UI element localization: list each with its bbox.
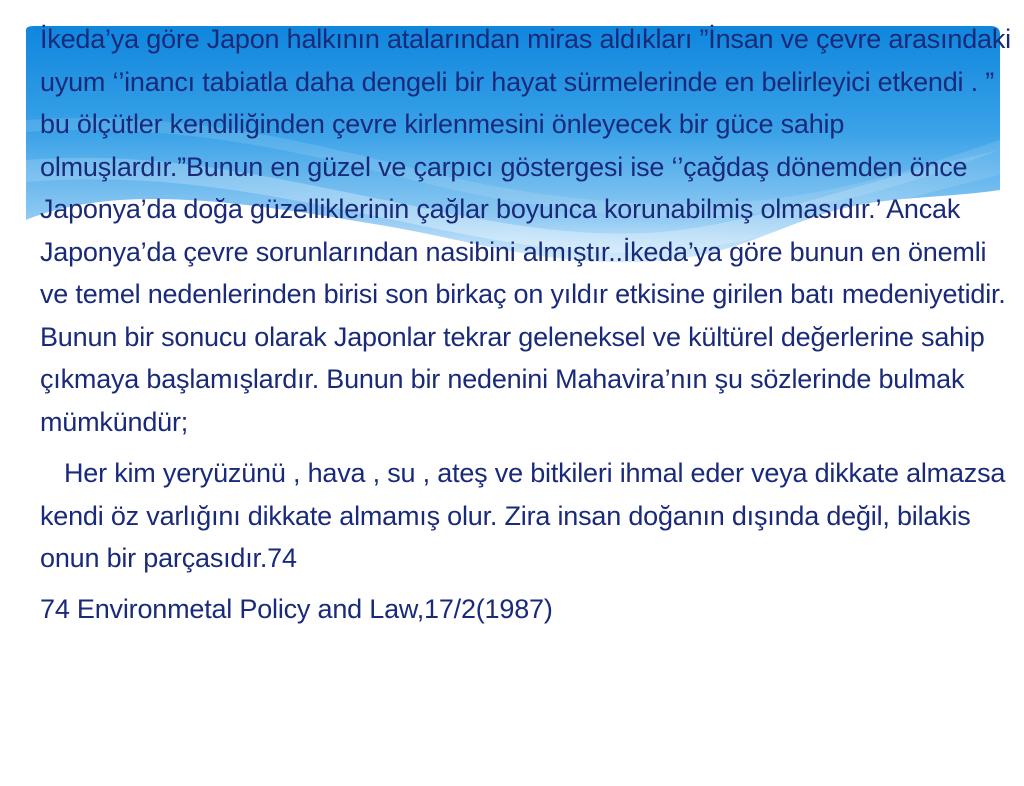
reference-footnote: 74 Environmetal Policy and Law,17/2(1987)	[40, 593, 553, 624]
slide-body	[40, 18, 1020, 630]
main-paragraph: İkeda’ya göre Japon halkının atalarından miras aldıkları ”İnsan ve çevre arasındaki uyum ‘’inancı tabiatla daha dengeli bir hayat sürmelerinde en belirleyici etkendi . ” bu ölçütler kendiliğinden çevre kirlenmesini önleyecek bir güce sahip olmuşlardır.”Bunun en güzel ve çarpıcı göstergesi ise ‘’çağdaş dönemden önce Japonya’da doğa güzelliklerinin çağlar boyunca korunabilmiş olmasıdır.’ Ancak Japonya’da çevre sorunlarından nasibini almıştır..İkeda’ya göre bunun en önemli ve temel nedenlerinden birisi son birkaç on yıldır etkisine girilen batı medeniyetidir. Bunun bir sonucu olarak Japonlar tekrar geleneksel ve kültürel değerlerine sahip çıkmaya başlamışlardır. Bunun bir nedenini Mahavira’nın şu sözlerinde bulmak mümkündür;	[40, 24, 1011, 437]
quote-paragraph: Her kim yeryüzünü , hava , su , ateş ve bitkileri ihmal eder veya dikkate almazsa kendi öz varlığını dikkate almamış olur. Zira insan doğanın dışında değil, bilakis onun bir parçasıdır.74	[40, 458, 1006, 573]
